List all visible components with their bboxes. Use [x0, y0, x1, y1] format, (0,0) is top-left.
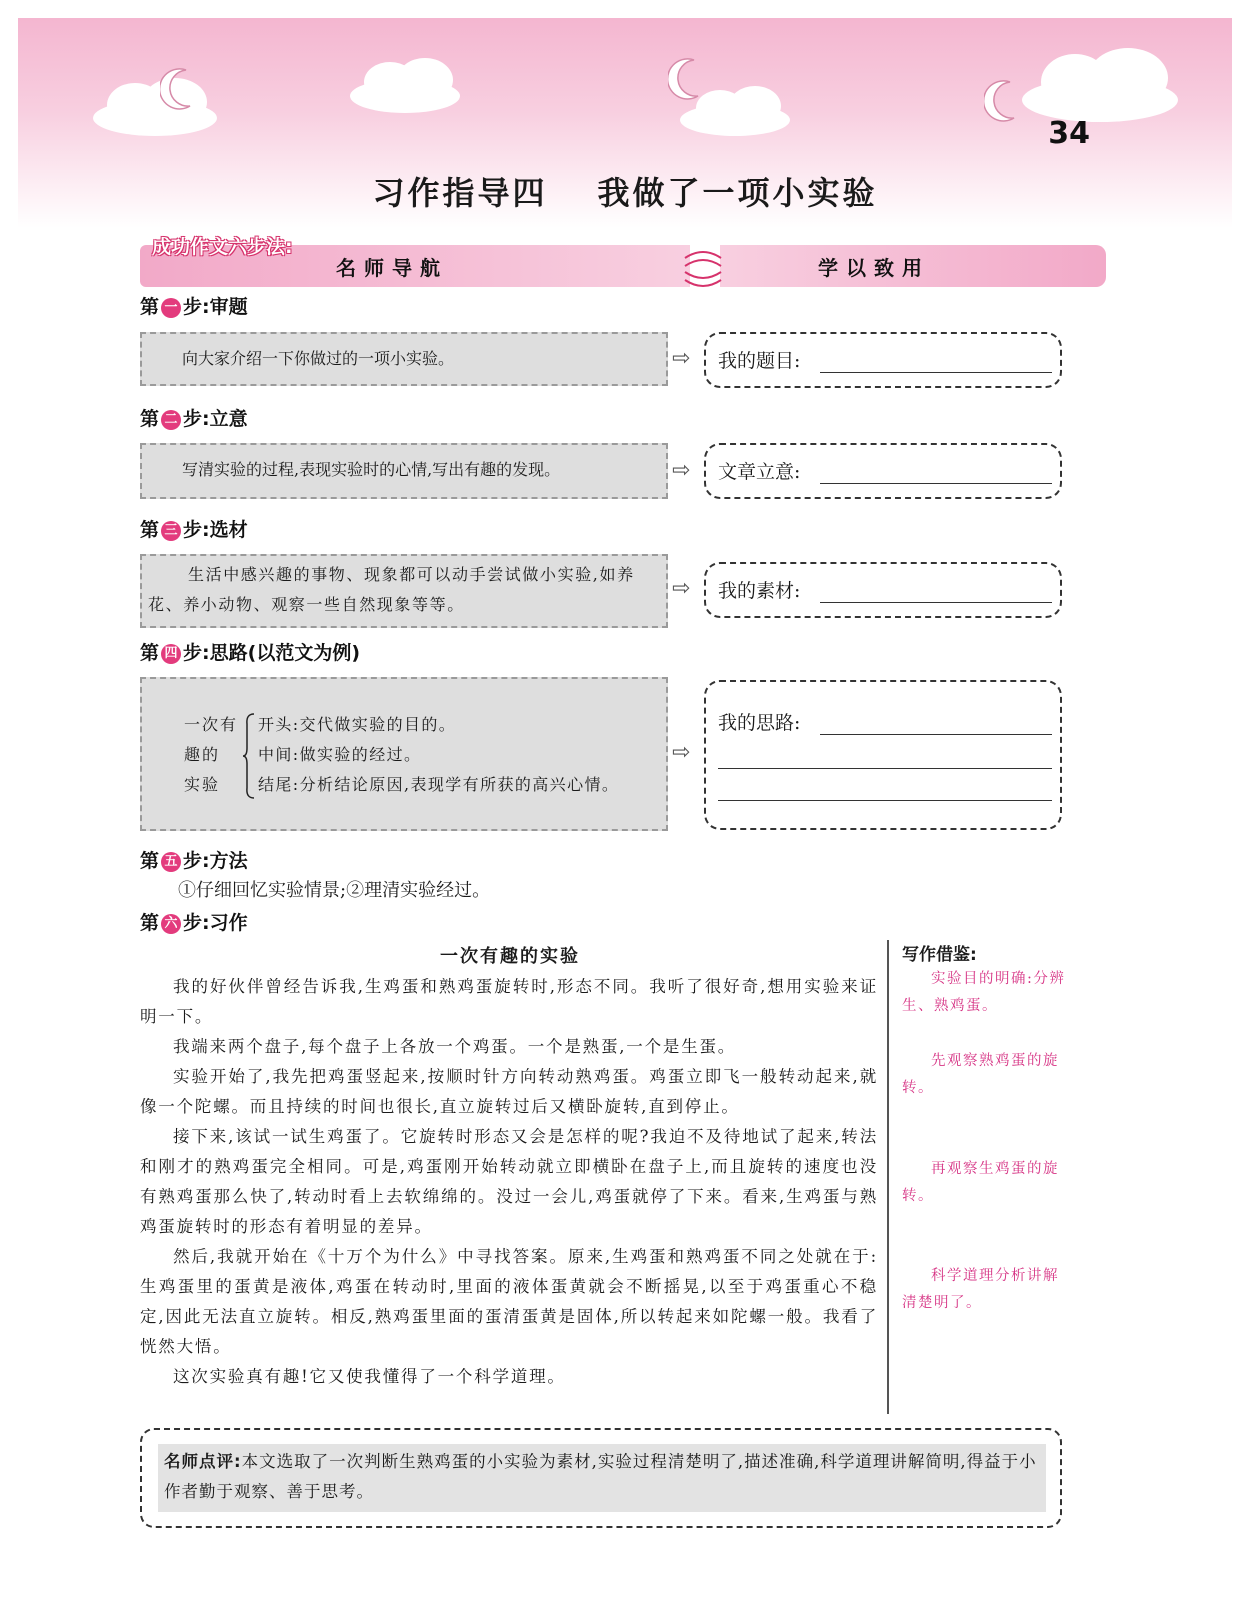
- answer-box: [704, 443, 1062, 499]
- outline-item: 中间:做实验的经过。: [258, 745, 422, 764]
- essay-paragraph: 我的好伙伴曾经告诉我,生鸡蛋和熟鸡蛋旋转时,形态不同。我听了很好奇,想用实验来证明一下。: [140, 977, 878, 1026]
- arrow-icon: ⇨: [672, 346, 691, 371]
- arrow-icon: ⇨: [672, 576, 691, 601]
- cloud-decoration-left: [80, 70, 230, 140]
- step-heading: 第 五 步:方法: [140, 850, 248, 872]
- guide-text: 向大家介绍一下你做过的一项小实验。: [182, 349, 455, 368]
- essay-body: [140, 972, 878, 1392]
- page-number: 34: [1048, 116, 1090, 151]
- notes-divider: [887, 940, 889, 1414]
- step-label: :立意: [202, 408, 248, 430]
- wave-icon: [683, 244, 723, 288]
- step-number: 五: [161, 852, 181, 872]
- side-note: 先观察熟鸡蛋的旋转。: [902, 1053, 1059, 1096]
- teacher-comment: [158, 1444, 1046, 1512]
- answer-line: [718, 768, 1052, 769]
- step-label: :习作: [202, 912, 248, 934]
- arrow-icon: ⇨: [672, 740, 691, 765]
- step-number: 四: [161, 644, 181, 664]
- side-note: 实验目的明确:分辨生、熟鸡蛋。: [902, 971, 1066, 1014]
- essay-paragraph: 接下来,该试一试生鸡蛋了。它旋转时形态又会是怎样的呢?我迫不及待地试了起来,转法和刚才的熟鸡蛋完全相同。可是,鸡蛋刚开始转动就立即横卧在盘子上,而且旋转的速度也没有熟鸡蛋那么快了,转动时看上去软绵绵的。没过一会儿,鸡蛋就停了下来。看来,生鸡蛋与熟鸡蛋旋转时的形态有着明显的差异。: [140, 1127, 878, 1236]
- guide-text: 生活中感兴趣的事物、现象都可以动手尝试做小实验,如养花、养小动物、观察一些自然现象等等。: [148, 565, 635, 614]
- step-number: 一: [161, 298, 181, 318]
- answer-box: [704, 562, 1062, 618]
- banner-label-left: 名师导航: [336, 256, 448, 280]
- essay-paragraph: 这次实验真有趣!它又使我懂得了一个科学道理。: [173, 1367, 566, 1386]
- essay-paragraph: 实验开始了,我先把鸡蛋竖起来,按顺时针方向转动熟鸡蛋。鸡蛋立即飞一般转动起来,就像一个陀螺。而且持续的时间也很长,直立旋转过后又横卧旋转,直到停止。: [140, 1067, 878, 1116]
- guide-text: 写清实验的过程,表现实验时的心情,写出有趣的发现。: [182, 460, 561, 479]
- step-label: :方法: [202, 850, 248, 872]
- brace-icon: [242, 712, 256, 800]
- comment-text: 本文选取了一次判断生熟鸡蛋的小实验为素材,实验过程清楚明了,描述准确,科学道理讲解简明,得益于小作者勤于观察、善于思考。: [164, 1452, 1037, 1501]
- outline-topic: [184, 710, 238, 800]
- answer-box: [704, 680, 1062, 830]
- cloud-decoration-right: [1010, 40, 1190, 130]
- step-number: 六: [161, 914, 181, 934]
- banner-label-right: 学以致用: [818, 256, 930, 280]
- answer-line: [820, 483, 1052, 484]
- answer-line: [820, 602, 1052, 603]
- answer-line: [820, 372, 1052, 373]
- method-text: ①仔细回忆实验情景;②理清实验经过。: [178, 880, 491, 901]
- side-note: 再观察生鸡蛋的旋转。: [902, 1161, 1059, 1204]
- outline-items: [258, 710, 619, 800]
- step-label: :思路(以范文为例): [202, 642, 360, 664]
- comment-label: 名师点评:: [164, 1452, 242, 1471]
- step-heading: 第 二 步:立意: [140, 408, 248, 430]
- step-number: 二: [161, 410, 181, 430]
- step-heading: 第 四 步:思路(以范文为例): [140, 642, 360, 664]
- page-title: [0, 168, 1250, 214]
- answer-box: [704, 332, 1062, 388]
- answer-line: [820, 734, 1052, 735]
- step-heading: 第 三 步:选材: [140, 519, 248, 541]
- guide-box: [140, 332, 668, 386]
- outline-topic-line: 一次有: [184, 715, 239, 734]
- essay-title: 一次有趣的实验: [440, 946, 580, 967]
- outline-topic-line: 趣的: [184, 745, 221, 764]
- answer-label: 我的思路:: [718, 712, 801, 734]
- outline-item: 开头:交代做实验的目的。: [258, 715, 457, 734]
- notes-heading: 写作借鉴:: [902, 945, 977, 965]
- outline-topic-line: 实验: [184, 775, 221, 794]
- guide-box: [140, 443, 668, 499]
- step-label: :审题: [202, 296, 248, 318]
- step-heading: 第 一 步:审题: [140, 296, 248, 318]
- banner-tag: 成功作文六步法:: [152, 236, 293, 258]
- moon-icon: [160, 66, 200, 112]
- step-heading: 第 六 步:习作: [140, 912, 248, 934]
- guide-box: [140, 554, 668, 628]
- side-note: 科学道理分析讲解清楚明了。: [902, 1268, 1059, 1311]
- title-part-2: 我做了一项小实验: [597, 174, 878, 212]
- title-part-1: 习作指导四: [372, 174, 548, 212]
- moon-icon: [668, 56, 708, 102]
- step-label: :选材: [202, 519, 248, 541]
- moon-icon: [984, 78, 1024, 124]
- answer-label: 我的题目:: [718, 350, 801, 372]
- step-number: 三: [161, 521, 181, 541]
- essay-paragraph: 我端来两个盘子,每个盘子上各放一个鸡蛋。一个是熟蛋,一个是生蛋。: [173, 1037, 737, 1056]
- answer-line: [718, 800, 1052, 801]
- essay-paragraph: 然后,我就开始在《十万个为什么》中寻找答案。原来,生鸡蛋和熟鸡蛋不同之处就在于:生鸡蛋里的蛋黄是液体,鸡蛋在转动时,里面的液体蛋黄就会不断摇晃,以至于鸡蛋重心不稳定,因此无法直立旋转。相反,熟鸡蛋里面的蛋清蛋黄是固体,所以转起来如陀螺一般。我看了恍然大悟。: [140, 1247, 878, 1356]
- cloud-decoration-center: [340, 50, 470, 120]
- answer-label: 我的素材:: [718, 580, 801, 602]
- arrow-icon: ⇨: [672, 458, 691, 483]
- outline-item: 结尾:分析结论原因,表现学有所获的高兴心情。: [258, 775, 620, 794]
- answer-label: 文章立意:: [718, 461, 801, 483]
